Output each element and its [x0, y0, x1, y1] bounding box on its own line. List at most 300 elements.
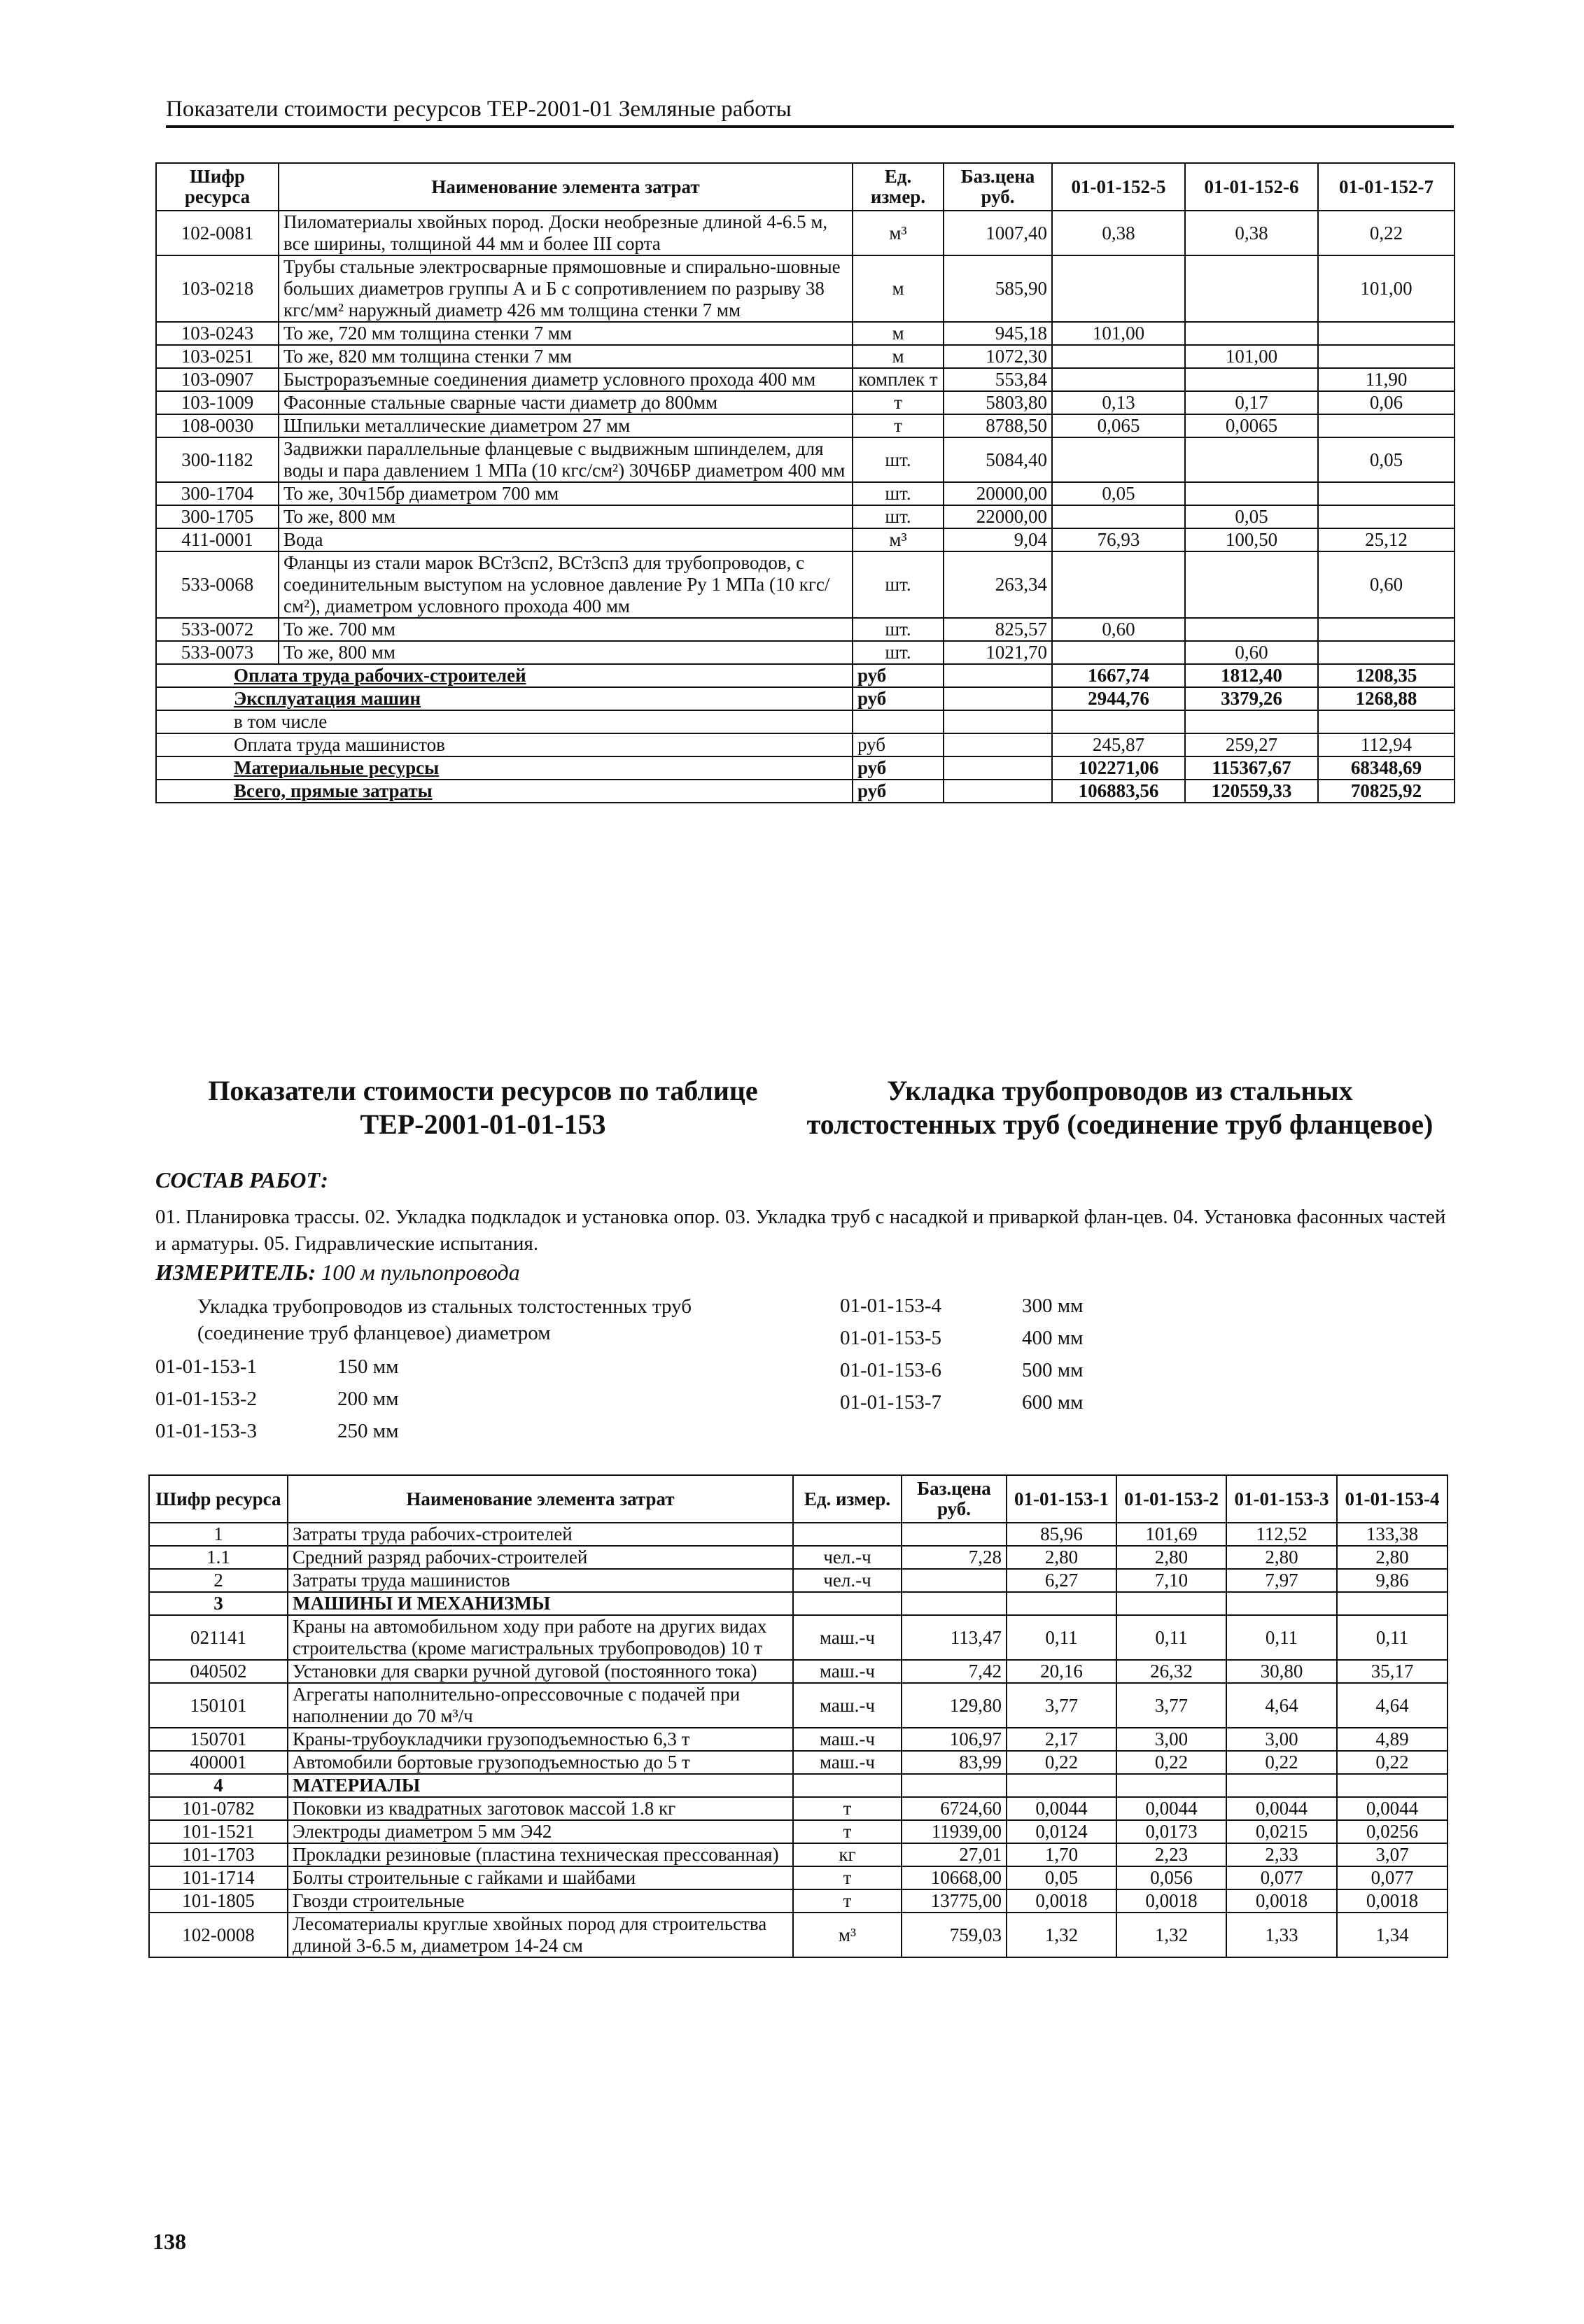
table-cell: 0,11	[1337, 1615, 1448, 1660]
running-header: Показатели стоимости ресурсов ТЕР-2001-01 Земляные работы	[166, 97, 1454, 128]
summary-label: Оплата труда машинистов	[156, 733, 853, 756]
table-cell: 6,27	[1007, 1569, 1116, 1592]
code-size: 300 мм	[1022, 1295, 1084, 1317]
table-cell	[1185, 551, 1318, 618]
table-cell: 0,05	[1007, 1866, 1116, 1889]
summary-value: 120559,33	[1185, 780, 1318, 803]
table-row	[149, 1889, 1448, 1913]
table-cell: 0,60	[1318, 551, 1455, 618]
table-row	[149, 1683, 1448, 1728]
table-cell: 040502	[149, 1660, 288, 1683]
table-cell: 0,0065	[1185, 414, 1318, 437]
table-cell: 0,17	[1185, 391, 1318, 414]
table-cell: 0,0256	[1337, 1820, 1448, 1843]
summary-label: Эксплуатация машин	[156, 687, 853, 710]
table-cell: 106,97	[902, 1728, 1007, 1751]
summary-value: 115367,67	[1185, 756, 1318, 780]
table-cell	[1318, 482, 1455, 505]
table-row	[149, 1913, 1448, 1957]
header-cell: 01-01-152-6	[1185, 163, 1318, 211]
table-cell: 1,34	[1337, 1913, 1448, 1957]
table-cell	[1185, 368, 1318, 391]
table-cell: 11939,00	[902, 1820, 1007, 1843]
table-cell: м	[853, 322, 944, 345]
table-cell: 4	[149, 1774, 288, 1797]
summary-value: 1812,40	[1185, 664, 1318, 687]
table-row	[156, 255, 1455, 322]
table-cell: 5084,40	[944, 437, 1052, 482]
table-cell: шт.	[853, 551, 944, 618]
table-cell: 103-0907	[156, 368, 279, 391]
table-row	[149, 1569, 1448, 1592]
table-row	[156, 437, 1455, 482]
summary-value: 1667,74	[1052, 664, 1185, 687]
title-left-line-2: ТЕР-2001-01-01-153	[360, 1108, 606, 1140]
table-row	[149, 1660, 1448, 1683]
header-cell: Наименование элемента затрат	[288, 1475, 793, 1523]
table-cell: 76,93	[1052, 528, 1185, 551]
table-cell: т	[853, 391, 944, 414]
table-cell	[793, 1592, 902, 1615]
table-cell: 553,84	[944, 368, 1052, 391]
table-cell: 150701	[149, 1728, 288, 1751]
table-cell: 1	[149, 1523, 288, 1546]
table-cell: 300-1182	[156, 437, 279, 482]
table-row	[149, 1592, 1448, 1615]
table-cell: м	[853, 255, 944, 322]
code-id: 01-01-153-7	[840, 1391, 941, 1414]
table-cell	[1052, 505, 1185, 528]
table-cell: 101,69	[1116, 1523, 1226, 1546]
code-item	[155, 1383, 398, 1415]
summary-unit: руб	[853, 664, 944, 687]
code-item	[840, 1322, 1083, 1354]
summary-value: 1268,88	[1318, 687, 1455, 710]
table-cell: 0,38	[1052, 211, 1185, 255]
table-cell: 102-0008	[149, 1913, 288, 1957]
code-id: 01-01-153-3	[155, 1420, 257, 1442]
table-cell: 533-0072	[156, 618, 279, 641]
table-cell: Шпильки металлические диаметром 27 мм	[279, 414, 853, 437]
summary-row	[156, 664, 1455, 687]
table-cell: 0,05	[1318, 437, 1455, 482]
table-row	[156, 482, 1455, 505]
code-item	[840, 1386, 1083, 1418]
table-cell: 2,33	[1226, 1843, 1337, 1866]
title-right-line-2: толстостенных труб (соединение труб фланцевое)	[806, 1108, 1434, 1140]
summary-value: 259,27	[1185, 733, 1318, 756]
empty-cell	[944, 780, 1052, 803]
empty-cell	[944, 710, 1052, 733]
table-cell: 100,50	[1185, 528, 1318, 551]
izmeritel-value: 100 м пульпопровода	[321, 1260, 520, 1285]
table-row	[149, 1546, 1448, 1569]
table-cell: шт.	[853, 618, 944, 641]
table-cell: маш.-ч	[793, 1683, 902, 1728]
table-cell: 101-1703	[149, 1843, 288, 1866]
header-cell: 01-01-152-5	[1052, 163, 1185, 211]
table-cell: 4,89	[1337, 1728, 1448, 1751]
table-cell: 3,00	[1116, 1728, 1226, 1751]
code-item	[155, 1351, 398, 1383]
header-cell: 01-01-153-4	[1337, 1475, 1448, 1523]
table-cell: 0,0124	[1007, 1820, 1116, 1843]
summary-row	[156, 733, 1455, 756]
summary-unit: руб	[853, 687, 944, 710]
table-row	[149, 1774, 1448, 1797]
table-cell: 102-0081	[156, 211, 279, 255]
summary-value	[1052, 710, 1185, 733]
table-cell	[793, 1774, 902, 1797]
sostav-text: 01. Планировка трассы. 02. Укладка подкладок и установка опор. 03. Укладка труб с насадкой и приваркой флан-цев. 04. Установка фасонных частей и арматуры. 05. Гидравлические испытания.	[155, 1206, 1446, 1255]
table-cell	[1226, 1774, 1337, 1797]
table-cell: 150101	[149, 1683, 288, 1728]
table-cell: 533-0068	[156, 551, 279, 618]
table-cell: т	[853, 414, 944, 437]
table-row	[156, 345, 1455, 368]
table-cell	[1185, 255, 1318, 322]
code-size: 150 мм	[337, 1355, 399, 1378]
table-cell: 3,77	[1116, 1683, 1226, 1728]
table-cell	[1318, 322, 1455, 345]
table-row	[149, 1866, 1448, 1889]
table-cell	[1007, 1592, 1116, 1615]
table-cell: 1021,70	[944, 641, 1052, 664]
empty-cell	[944, 664, 1052, 687]
table-cell: 103-0218	[156, 255, 279, 322]
table-cell: 11,90	[1318, 368, 1455, 391]
table-cell: 112,52	[1226, 1523, 1337, 1546]
table-cell: 1,32	[1007, 1913, 1116, 1957]
table-cell: 0,0018	[1007, 1889, 1116, 1913]
table-cell: 7,97	[1226, 1569, 1337, 1592]
table-cell	[1116, 1774, 1226, 1797]
table-cell: 25,12	[1318, 528, 1455, 551]
table-cell	[902, 1523, 1007, 1546]
table-cell: 7,10	[1116, 1569, 1226, 1592]
table-cell: 300-1705	[156, 505, 279, 528]
table-cell: маш.-ч	[793, 1728, 902, 1751]
summary-value: 112,94	[1318, 733, 1455, 756]
table-cell: 0,0018	[1337, 1889, 1448, 1913]
table-cell	[793, 1523, 902, 1546]
table-cell: 0,22	[1116, 1751, 1226, 1774]
table-cell: 945,18	[944, 322, 1052, 345]
table-cell: 4,64	[1337, 1683, 1448, 1728]
table-cell: Установки для сварки ручной дуговой (постоянного тока)	[288, 1660, 793, 1683]
summary-unit: руб	[853, 756, 944, 780]
empty-cell	[944, 687, 1052, 710]
table-cell	[1007, 1774, 1116, 1797]
table-cell: 27,01	[902, 1843, 1007, 1866]
summary-row	[156, 687, 1455, 710]
table-cell: 101-0782	[149, 1797, 288, 1820]
table-cell: 3,77	[1007, 1683, 1116, 1728]
table-cell: 9,86	[1337, 1569, 1448, 1592]
table-cell: комплек т	[853, 368, 944, 391]
code-list-left	[155, 1351, 398, 1447]
header-cell: Шифр ресурса	[149, 1475, 288, 1523]
table-cell: 263,34	[944, 551, 1052, 618]
table-cell: 0,22	[1337, 1751, 1448, 1774]
code-list-right	[840, 1290, 1083, 1418]
table-cell: 1,32	[1116, 1913, 1226, 1957]
table-cell: 0,22	[1318, 211, 1455, 255]
table-cell: м³	[793, 1913, 902, 1957]
table-cell: 8788,50	[944, 414, 1052, 437]
table-cell: 0,056	[1116, 1866, 1226, 1889]
section-title-left	[168, 1074, 798, 1141]
page-number: 138	[153, 2229, 186, 2254]
table-cell: Гвозди строительные	[288, 1889, 793, 1913]
table-row	[149, 1728, 1448, 1751]
table-cell: 83,99	[902, 1751, 1007, 1774]
header-cell: Баз.цена руб.	[944, 163, 1052, 211]
summary-value: 3379,26	[1185, 687, 1318, 710]
table-cell: т	[793, 1797, 902, 1820]
table-cell: 129,80	[902, 1683, 1007, 1728]
table-cell: 13775,00	[902, 1889, 1007, 1913]
table-cell: шт.	[853, 505, 944, 528]
table-cell: То же, 720 мм толщина стенки 7 мм	[279, 322, 853, 345]
table-cell	[1185, 618, 1318, 641]
table-row	[156, 211, 1455, 255]
table-cell	[902, 1592, 1007, 1615]
code-id: 01-01-153-2	[155, 1388, 257, 1410]
summary-value: 1208,35	[1318, 664, 1455, 687]
table-cell: 0,0044	[1116, 1797, 1226, 1820]
table-cell: 0,0173	[1116, 1820, 1226, 1843]
table-cell: 0,0018	[1226, 1889, 1337, 1913]
table-cell: 3,07	[1337, 1843, 1448, 1866]
table-row	[156, 391, 1455, 414]
table-cell: 021141	[149, 1615, 288, 1660]
table-cell: Поковки из квадратных заготовок массой 1.8 кг	[288, 1797, 793, 1820]
table-cell: шт.	[853, 437, 944, 482]
table-cell: 0,065	[1052, 414, 1185, 437]
table-cell: 0,05	[1185, 505, 1318, 528]
table-cell: т	[793, 1820, 902, 1843]
table-cell: 7,42	[902, 1660, 1007, 1683]
table-cell: 0,60	[1052, 618, 1185, 641]
table-cell: Затраты труда рабочих-строителей	[288, 1523, 793, 1546]
table-cell: 1.1	[149, 1546, 288, 1569]
table-cell: 7,28	[902, 1546, 1007, 1569]
title-left-line-1: Показатели стоимости ресурсов по таблице	[208, 1075, 758, 1106]
table-row	[149, 1615, 1448, 1660]
summary-value	[1185, 710, 1318, 733]
table-header-row	[156, 163, 1455, 211]
table-cell	[1318, 414, 1455, 437]
table-cell: 10668,00	[902, 1866, 1007, 1889]
description-line-1: Укладка трубопроводов из стальных толстостенных труб	[197, 1295, 692, 1318]
table-cell: То же, 820 мм толщина стенки 7 мм	[279, 345, 853, 368]
table-cell	[1337, 1592, 1448, 1615]
table-cell	[1318, 641, 1455, 664]
summary-unit: руб	[853, 780, 944, 803]
table-cell: чел.-ч	[793, 1546, 902, 1569]
code-id: 01-01-153-5	[840, 1327, 941, 1349]
table-cell	[1337, 1774, 1448, 1797]
table-cell	[902, 1774, 1007, 1797]
summary-label: Материальные ресурсы	[156, 756, 853, 780]
table-cell: 0,60	[1185, 641, 1318, 664]
table-cell: То же. 700 мм	[279, 618, 853, 641]
table-cell: 585,90	[944, 255, 1052, 322]
header-cell: Шифр ресурса	[156, 163, 279, 211]
table-cell: м	[853, 345, 944, 368]
table-cell: 533-0073	[156, 641, 279, 664]
code-id: 01-01-153-4	[840, 1295, 941, 1317]
table-row	[149, 1523, 1448, 1546]
table-cell: 0,0044	[1226, 1797, 1337, 1820]
header-cell: Ед. измер.	[793, 1475, 902, 1523]
table-cell: 101,00	[1318, 255, 1455, 322]
table-cell	[1052, 368, 1185, 391]
table-cell: 1,33	[1226, 1913, 1337, 1957]
table-cell: 9,04	[944, 528, 1052, 551]
table-cell: То же, 800 мм	[279, 505, 853, 528]
table-cell: м³	[853, 528, 944, 551]
section-title-right	[798, 1074, 1442, 1141]
header-cell: 01-01-152-7	[1318, 163, 1455, 211]
table-cell: 2,80	[1116, 1546, 1226, 1569]
table-cell: 35,17	[1337, 1660, 1448, 1683]
table-cell	[1052, 345, 1185, 368]
table-cell: Пиломатериалы хвойных пород. Доски необрезные длиной 4-6.5 м, все ширины, толщиной 44 мм и более III сорта	[279, 211, 853, 255]
code-item	[840, 1290, 1083, 1322]
table-cell: 2,80	[1226, 1546, 1337, 1569]
title-right-line-1: Укладка трубопроводов из стальных	[887, 1075, 1353, 1106]
izmeritel-label: ИЗМЕРИТЕЛЬ:	[155, 1260, 316, 1285]
table-cell	[1226, 1592, 1337, 1615]
empty-cell	[944, 733, 1052, 756]
table-row	[156, 414, 1455, 437]
table-cell: 0,0018	[1116, 1889, 1226, 1913]
resource-table-152	[155, 162, 1455, 803]
table-row	[149, 1751, 1448, 1774]
table-cell: 1007,40	[944, 211, 1052, 255]
table-cell	[1318, 618, 1455, 641]
table-cell: маш.-ч	[793, 1751, 902, 1774]
table-cell: 20,16	[1007, 1660, 1116, 1683]
summary-value: 245,87	[1052, 733, 1185, 756]
table-cell: Болты строительные с гайками и шайбами	[288, 1866, 793, 1889]
table-cell: 1,70	[1007, 1843, 1116, 1866]
table-cell: 0,0044	[1337, 1797, 1448, 1820]
table-cell: т	[793, 1889, 902, 1913]
table-cell: 4,64	[1226, 1683, 1337, 1728]
table-cell: 2,80	[1337, 1546, 1448, 1569]
table-cell: То же, 30ч15бр диаметром 700 мм	[279, 482, 853, 505]
table-cell: 0,13	[1052, 391, 1185, 414]
code-size: 200 мм	[337, 1388, 399, 1410]
table-cell: кг	[793, 1843, 902, 1866]
table-cell: м³	[853, 211, 944, 255]
summary-value: 106883,56	[1052, 780, 1185, 803]
table-cell: 825,57	[944, 618, 1052, 641]
table-cell: 0,11	[1007, 1615, 1116, 1660]
table-cell: 101-1521	[149, 1820, 288, 1843]
table-row	[156, 528, 1455, 551]
table-cell: Быстроразъемные соединения диаметр условного прохода 400 мм	[279, 368, 853, 391]
table-cell: Лесоматериалы круглые хвойных пород для строительства длиной 3-6.5 м, диаметром 14-24 см	[288, 1913, 793, 1957]
table-cell: шт.	[853, 641, 944, 664]
summary-label: Всего, прямые затраты	[156, 780, 853, 803]
code-size: 500 мм	[1022, 1359, 1084, 1381]
table-cell	[1052, 641, 1185, 664]
table-header-row	[149, 1475, 1448, 1523]
table-row	[156, 505, 1455, 528]
table-cell: 0,077	[1226, 1866, 1337, 1889]
table-cell: Агрегаты наполнительно-опрессовочные с подачей при наполнении до 70 м³/ч	[288, 1683, 793, 1728]
table-cell: МАТЕРИАЛЫ	[288, 1774, 793, 1797]
table-cell	[1185, 322, 1318, 345]
table-cell: Прокладки резиновые (пластина техническая прессованная)	[288, 1843, 793, 1866]
table-cell: Краны-трубоукладчики грузоподъемностью 6,3 т	[288, 1728, 793, 1751]
table-row	[149, 1797, 1448, 1820]
table-cell: 300-1704	[156, 482, 279, 505]
table-cell	[1052, 551, 1185, 618]
table-cell	[1052, 255, 1185, 322]
table-cell: 103-1009	[156, 391, 279, 414]
header-cell: 01-01-153-3	[1226, 1475, 1337, 1523]
table-cell: 2,23	[1116, 1843, 1226, 1866]
table-cell: 103-0243	[156, 322, 279, 345]
table-cell: Фасонные стальные сварные части диаметр до 800мм	[279, 391, 853, 414]
header-cell: Ед. измер.	[853, 163, 944, 211]
header-cell: 01-01-153-2	[1116, 1475, 1226, 1523]
table-cell: 0,38	[1185, 211, 1318, 255]
summary-label: Оплата труда рабочих-строителей	[156, 664, 853, 687]
table-cell: 2,80	[1007, 1546, 1116, 1569]
table-cell: Автомобили бортовые грузоподъемностью до 5 т	[288, 1751, 793, 1774]
table-cell: Трубы стальные электросварные прямошовные и спирально-шовные больших диаметров группы А и Б с сопротивлением по разрыву 38 кгс/мм² наружный диаметр 426 мм толщина стенки 7 мм	[279, 255, 853, 322]
table-cell: 101,00	[1052, 322, 1185, 345]
table-cell: 0,11	[1226, 1615, 1337, 1660]
summary-value: 70825,92	[1318, 780, 1455, 803]
table-cell: шт.	[853, 482, 944, 505]
table-cell: 2	[149, 1569, 288, 1592]
summary-label: в том числе	[156, 710, 853, 733]
table-cell: 0,22	[1226, 1751, 1337, 1774]
table-cell: 0,077	[1337, 1866, 1448, 1889]
table-cell	[1116, 1592, 1226, 1615]
empty-cell	[944, 756, 1052, 780]
header-cell: 01-01-153-1	[1007, 1475, 1116, 1523]
table-cell: 101-1805	[149, 1889, 288, 1913]
code-id: 01-01-153-6	[840, 1359, 941, 1381]
table-cell: Фланцы из стали марок ВСт3сп2, ВСт3сп3 для трубопроводов, с соединительным выступом на условное давление Ру 1 МПа (10 кгс/см²), диаметром условного прохода 400 мм	[279, 551, 853, 618]
table-cell	[1185, 437, 1318, 482]
table-cell: МАШИНЫ И МЕХАНИЗМЫ	[288, 1592, 793, 1615]
table-cell: Средний разряд рабочих-строителей	[288, 1546, 793, 1569]
summary-row	[156, 710, 1455, 733]
table-cell: 113,47	[902, 1615, 1007, 1660]
table-cell: То же, 800 мм	[279, 641, 853, 664]
table-cell: 400001	[149, 1751, 288, 1774]
table-cell: 0,06	[1318, 391, 1455, 414]
table-cell: 85,96	[1007, 1523, 1116, 1546]
table-cell	[1318, 345, 1455, 368]
description-line-2: (соединение труб фланцевое) диаметром	[197, 1322, 551, 1344]
table-row	[156, 368, 1455, 391]
table-cell: 0,0044	[1007, 1797, 1116, 1820]
table-cell: 26,32	[1116, 1660, 1226, 1683]
table-row	[156, 322, 1455, 345]
table-cell	[1185, 482, 1318, 505]
table-cell: Вода	[279, 528, 853, 551]
